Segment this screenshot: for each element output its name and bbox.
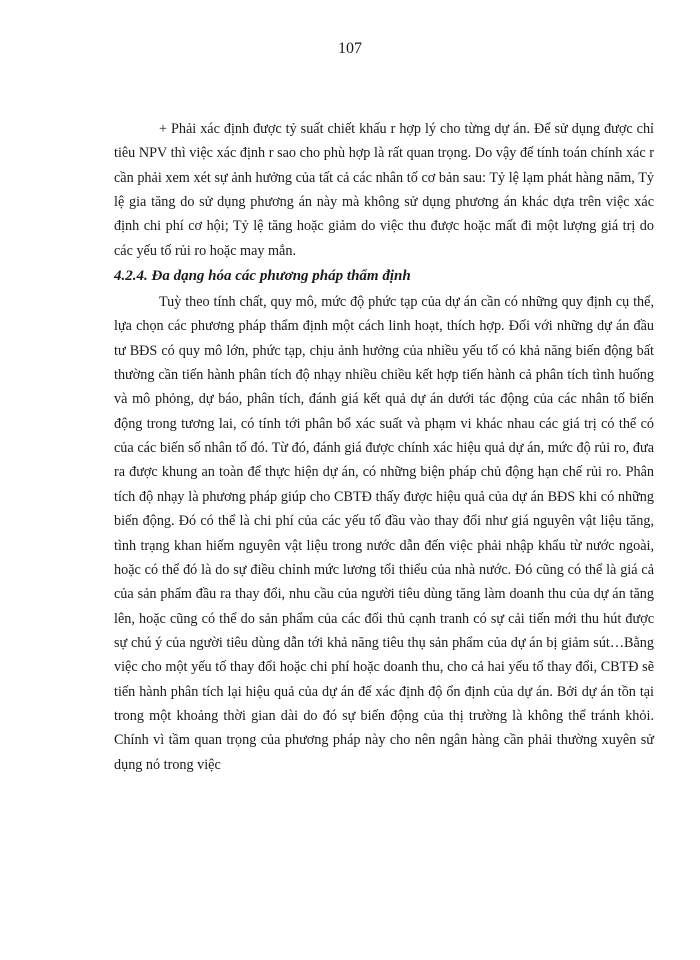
document-body bbox=[114, 117, 654, 777]
paragraph-discount-rate: + Phải xác định được tỷ suất chiết khấu r hợp lý cho từng dự án. Để sử dụng được chỉ tiêu NPV thì việc xác định r sao cho phù hợp là rất quan trọng. Do vậy để tính toán chính xác r cần phải xem xét sự ảnh hưởng của tất cả các nhân tố cơ bản sau: Tỷ lệ lạm phát hàng năm, Tỷ lệ gia tăng do sử dụng phương án này mà không sử dụng phương án khác dựa trên việc xác định chi phí cơ hội; Tỷ lệ tăng hoặc giảm do việc thu được hoặc mất đi một lượng giá trị do các yếu tố rủi ro hoặc may mắn. bbox=[114, 121, 654, 259]
section-heading: 4.2.4. Đa dạng hóa các phương pháp thẩm định bbox=[114, 268, 411, 285]
paragraph-appraisal-methods: Tuỳ theo tính chất, quy mô, mức độ phức tạp của dự án cần có những quy định cụ thể, lựa chọn các phương pháp thẩm định một cách linh hoạt, thích hợp. Đối với những dự án đầu tư BĐS có quy mô lớn, phức tạp, chịu ảnh hưởng của nhiều yếu tố có khả năng biến động bất thường cần tiến hành phân tích độ nhạy nhiều chiều kết hợp tiến hành cả phân tích tình huống và mô phỏng, dự báo, phân tích, đánh giá kết quả dự án dưới tác động của các nhân tố biến động trong tương lai, có tính tới phân bổ xác suất và phạm vi khác nhau các giá trị có thể có của các biến số nhân tố đó. Từ đó, đánh giá được chính xác hiệu quả dự án, mức độ rủi ro, đưa ra được khung an toàn để thực hiện dự án, có những biện pháp chủ động hạn chế rủi ro. Phân tích độ nhạy là phương pháp giúp cho CBTĐ thấy được hiệu quả của dự án BĐS khi có những biến động. Đó có thể là chi phí của các yếu tố đầu vào thay đổi như giá nguyên vật liệu tăng, tình trạng khan hiếm nguyên vật liệu trong nước dẫn đến việc phải nhập khẩu từ nước ngoài, hoặc có thể đó là do sự điều chỉnh mức lương tối thiểu của nhà nước. Đó cũng có thể là giá cả của sản phẩm đầu ra thay đổi, nhu cầu của người tiêu dùng tăng làm doanh thu của dự án tăng lên, hoặc cũng có thể do sản phẩm của các đối thủ cạnh tranh có sự cải tiến mới thu hút được sự chú ý của người tiêu dùng dẫn tới khả năng tiêu thụ sản phẩm của dự án bị giảm sút…Bằng việc cho một yếu tố thay đổi hoặc chi phí hoặc doanh thu, cho cả hai yếu tố thay đổi, CBTĐ sẽ tiến hành phân tích lại hiệu quả của dự án để xác định độ ổn định của dự án. Bởi dự án tồn tại trong một khoảng thời gian dài do đó sự biến động của thị trường là không thể tránh khỏi. Chính vì tầm quan trọng của phương pháp này cho nên ngân hàng cần phải thường xuyên sử dụng nó trong việc bbox=[114, 294, 654, 773]
page-number: 107 bbox=[338, 40, 362, 57]
